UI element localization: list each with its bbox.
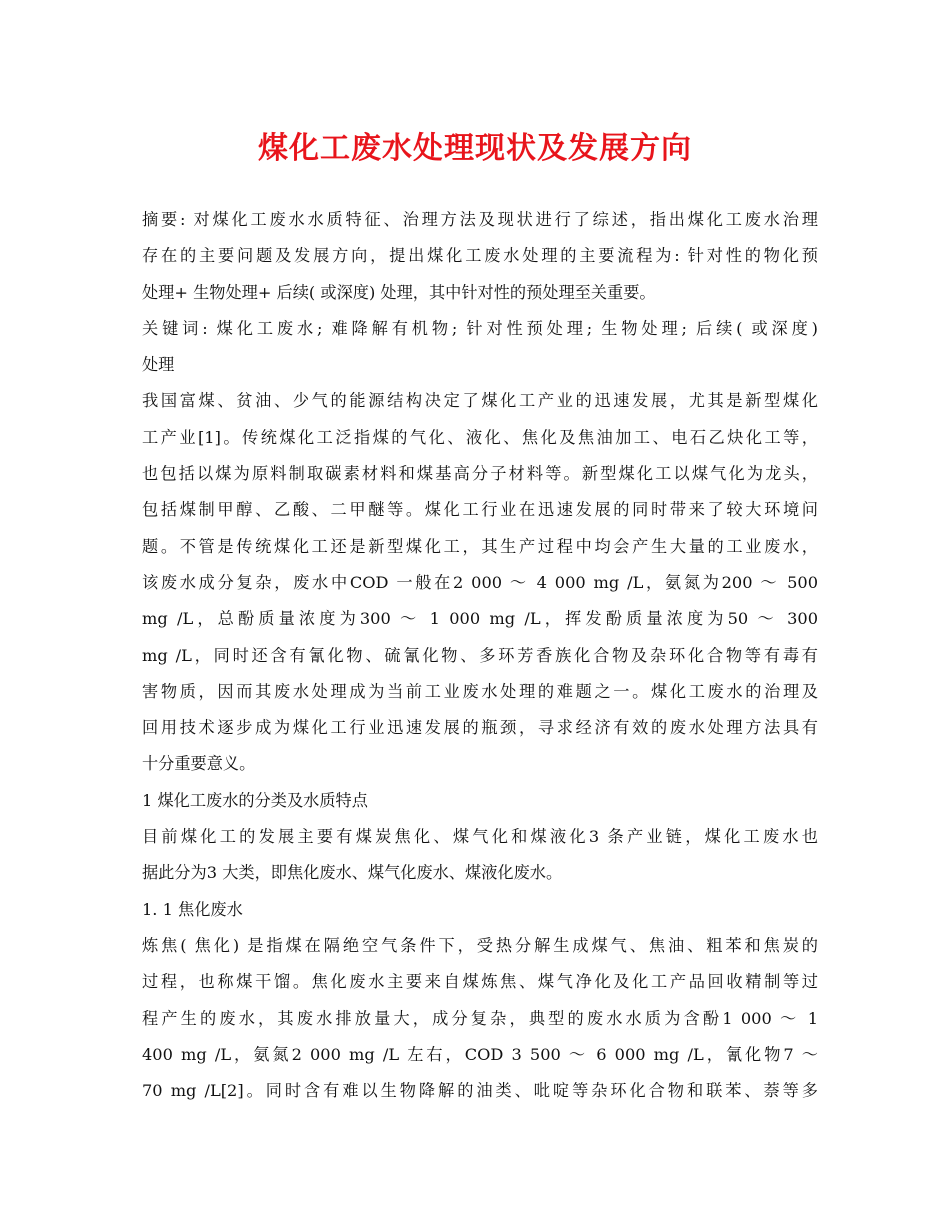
- abstract-line: 摘要: 对煤化工废水水质特征、治理方法及现状进行了综述，指出煤化工废水治理: [142, 210, 818, 229]
- paragraph-line: 炼焦( 焦化) 是指煤在隔绝空气条件下，受热分解生成煤气、焦油、粗苯和焦炭的: [142, 935, 818, 955]
- paragraph-line: 70 mg /L[2]。同时含有难以生物降解的油类、吡啶等杂环化合物和联苯、萘等多: [142, 1081, 818, 1101]
- abstract-line: 存在的主要问题及发展方向，提出煤化工废水处理的主要流程为: 针对性的物化预: [142, 246, 818, 266]
- paragraph-line: 也包括以煤为原料制取碳素材料和煤基高分子材料等。新型煤化工以煤气化为龙头，: [142, 464, 818, 484]
- paragraph-line: 题。不管是传统煤化工还是新型煤化工，其生产过程中均会产生大量的工业废水，: [142, 536, 818, 556]
- paragraph-line: 害物质，因而其废水处理成为当前工业废水处理的难题之一。煤化工废水的治理及: [142, 681, 818, 701]
- abstract-line: 处理+ 生物处理+ 后续( 或深度) 处理，其中针对性的预处理至关重要。: [142, 282, 656, 302]
- document-body: [142, 202, 818, 1109]
- section-heading: 1 煤化工废水的分类及水质特点: [142, 790, 368, 810]
- subsection-heading: 1. 1 焦化废水: [142, 899, 243, 919]
- paragraph-line: 过程，也称煤干馏。焦化废水主要来自煤炼焦、煤气净化及化工产品回收精制等过: [142, 972, 818, 992]
- paragraph-line: mg /L，同时还含有氰化物、硫氰化物、多环芳香族化合物及杂环化合物等有毒有: [142, 645, 818, 665]
- paragraph-line: 目前煤化工的发展主要有煤炭焦化、煤气化和煤液化3 条产业链，煤化工废水也: [142, 827, 818, 847]
- keywords-line: 处理: [142, 355, 175, 375]
- paragraph-line: 据此分为3 大类，即焦化废水、煤气化废水、煤液化废水。: [142, 863, 563, 883]
- paragraph-line: mg /L，总酚质量浓度为300 ～ 1 000 mg /L，挥发酚质量浓度为50 ～ 300: [142, 609, 818, 629]
- paragraph-line: 400 mg /L，氨氮2 000 mg /L 左右，COD 3 500 ～ 6 000 mg /L，氰化物7 ～: [142, 1044, 818, 1064]
- paragraph-line: 十分重要意义。: [142, 754, 256, 774]
- paragraph-line: 包括煤制甲醇、乙酸、二甲醚等。煤化工行业在迅速发展的同时带来了较大环境问: [142, 500, 818, 520]
- keywords-line: 关键词: 煤化工废水; 难降解有机物; 针对性预处理; 生物处理; 后续( 或深度): [142, 318, 818, 338]
- paragraph-line: 我国富煤、贫油、少气的能源结构决定了煤化工产业的迅速发展，尤其是新型煤化: [142, 391, 818, 411]
- paragraph-line: 该废水成分复杂，废水中COD 一般在2 000 ～ 4 000 mg /L，氨氮为200 ～ 500: [142, 572, 818, 592]
- document-title: 煤化工废水处理现状及发展方向: [258, 131, 692, 166]
- paragraph-line: 回用技术逐步成为煤化工行业迅速发展的瓶颈，寻求经济有效的废水处理方法具有: [142, 718, 818, 738]
- paragraph-line: 工产业[1]。传统煤化工泛指煤的气化、液化、焦化及焦油加工、电石乙炔化工等，: [142, 427, 818, 447]
- paragraph-line: 程产生的废水，其废水排放量大，成分复杂，典型的废水水质为含酚1 000 ～ 1: [142, 1008, 818, 1028]
